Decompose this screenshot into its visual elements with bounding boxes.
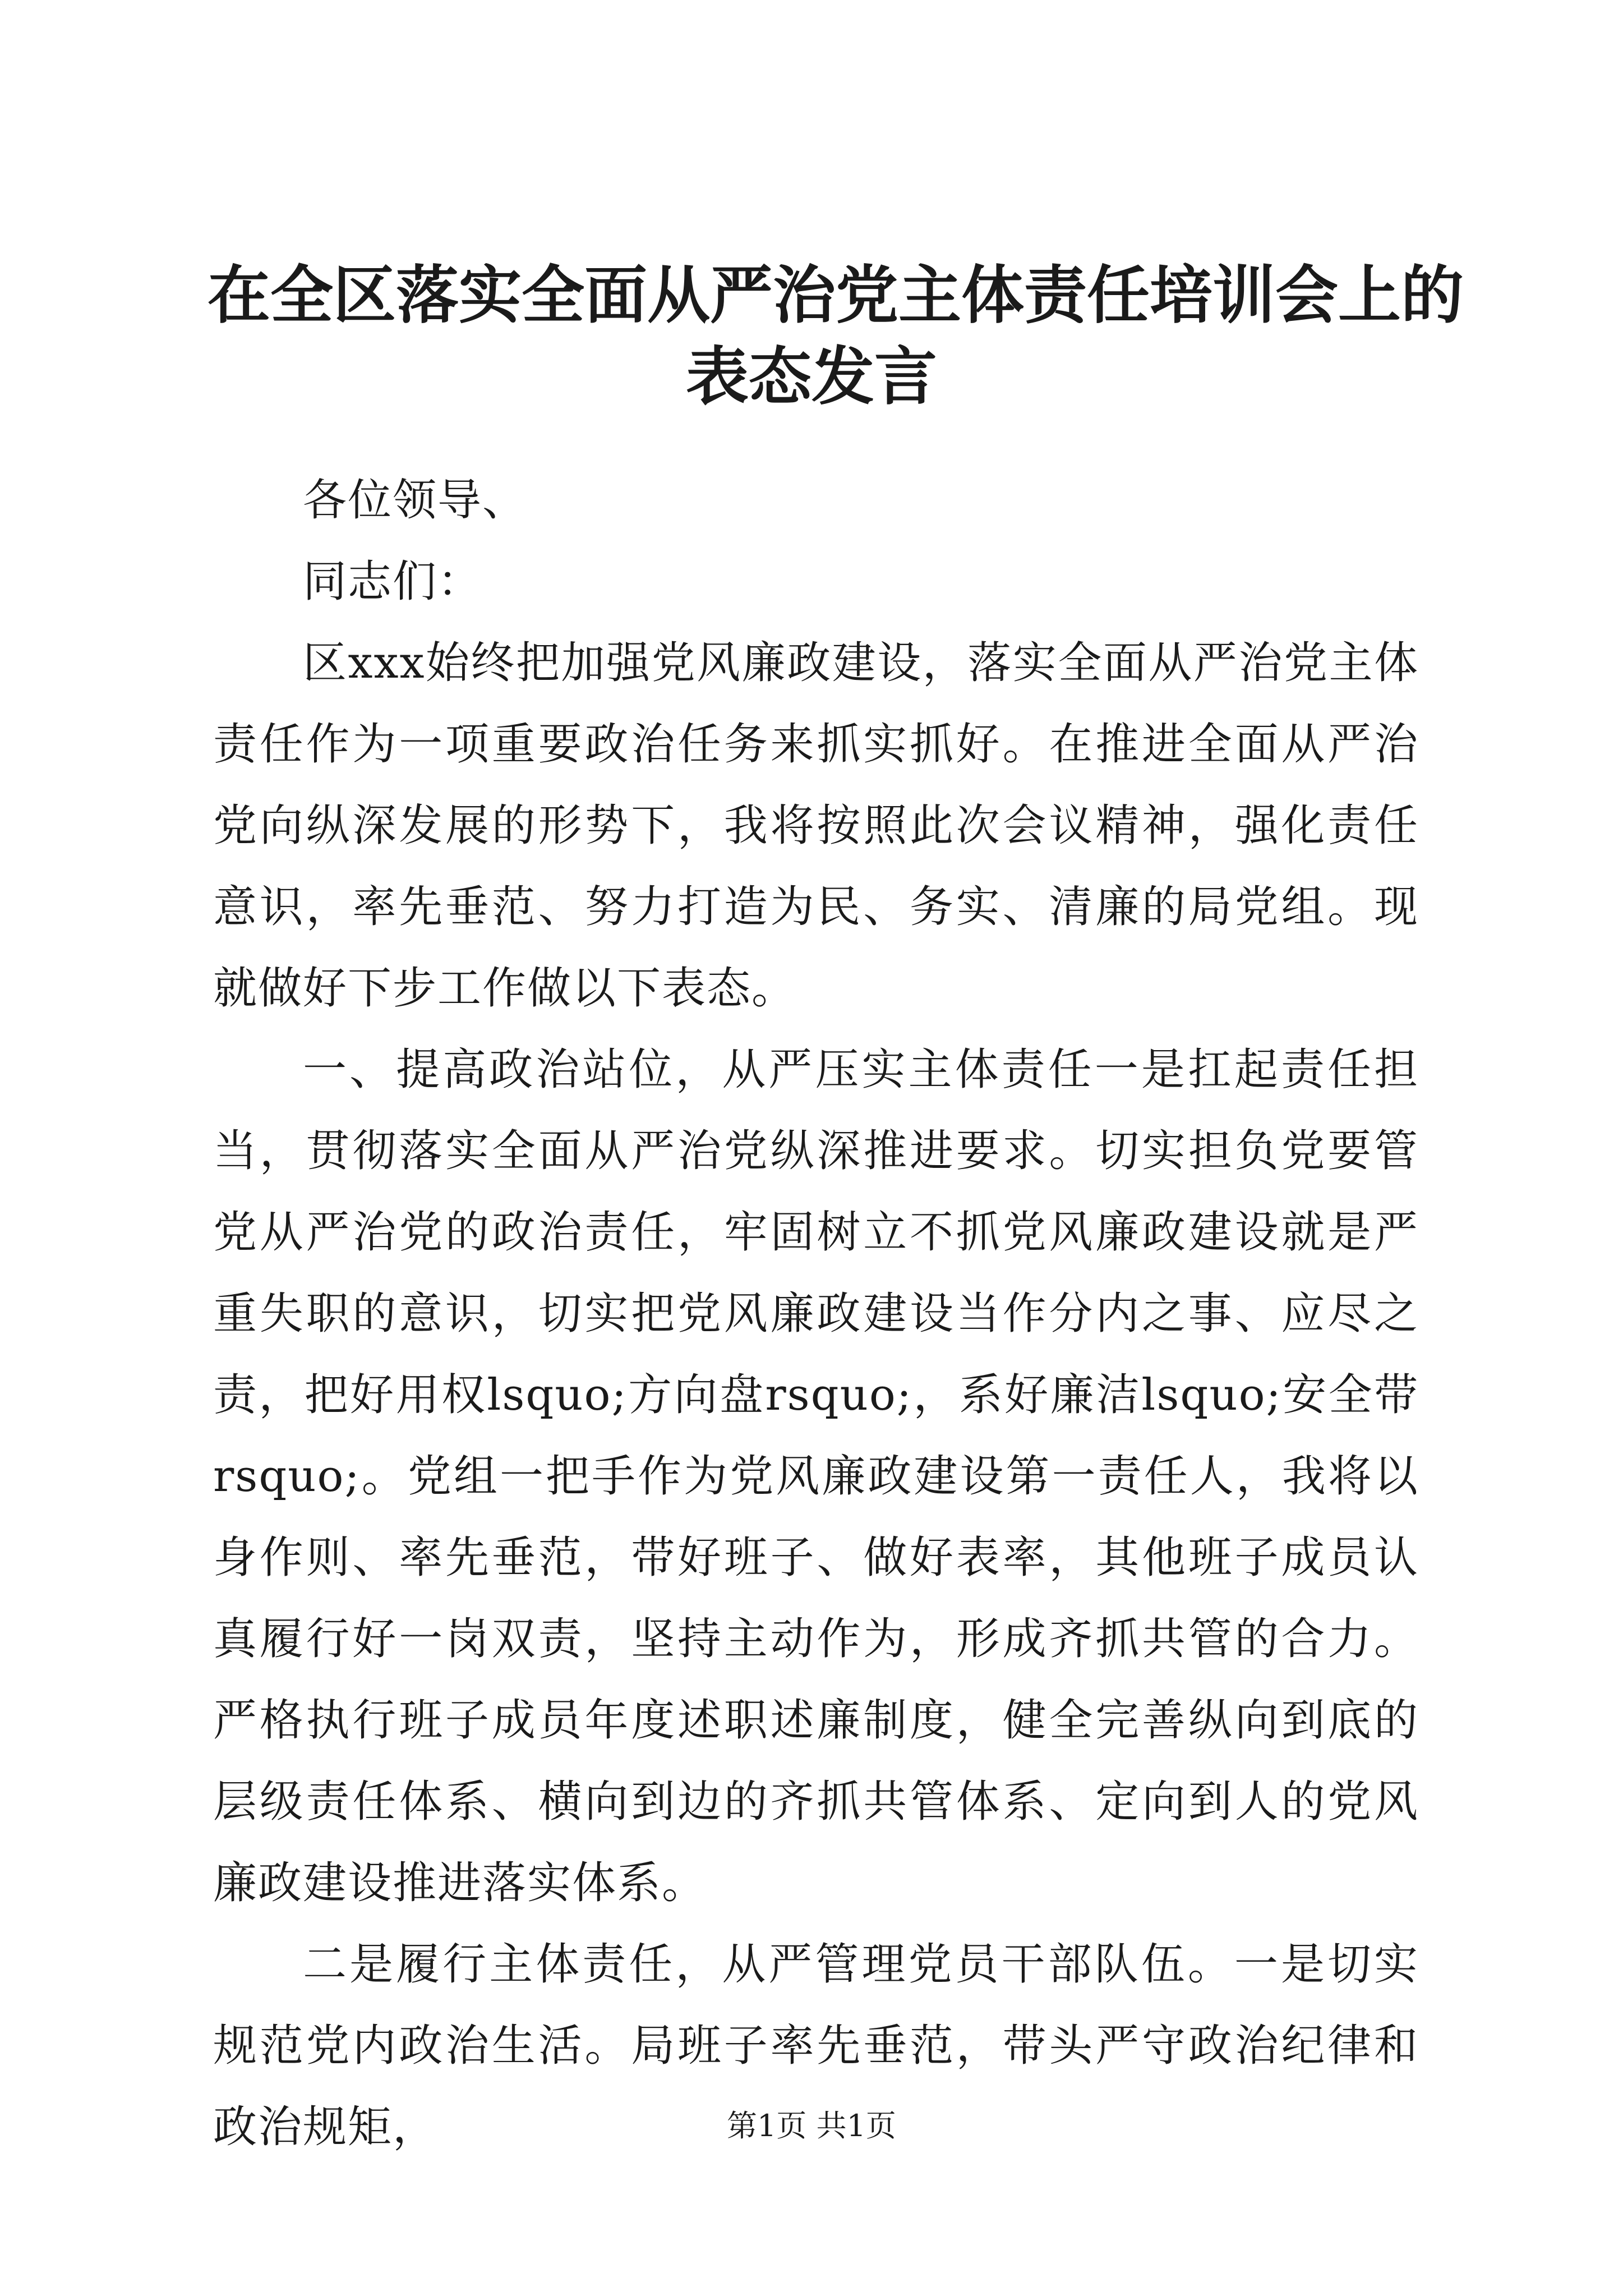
paragraph-intro: 区xxx始终把加强党风廉政建设，落实全面从严治党主体责任作为一项重要政治任务来抓实抓好。在推进全面从严治党向纵深发展的形势下，我将按照此次会议精神，强化责任意识，率先垂范、努力打造为民、务实、清廉的局党组。现就做好下步工作做以下表态。 <box>213 638 1419 1014</box>
document-title-line1: 在全区落实全面从严治党主体责任培训会上的 <box>208 259 1464 332</box>
paragraph-section-one: 一、提高政治站位，从严压实主体责任一是扛起责任担当，贯彻落实全面从严治党纵深推进要求。切实担负党要管党从严治党的政治责任，牢固树立不抓党风廉政建设就是严重失职的意识，切实把党风廉政建设当作分内之事、应尽之责，把好用权lsquo;方向盘rsquo;，系好廉洁lsquo;安全带rsquo;。党组一把手作为党风廉政建设第一责任人，我将以身作则、率先垂范，带好班子、做好表率，其他班子成员认真履行好一岗双责，坚持主动作为，形成齐抓共管的合力。严格执行班子成员年度述职述廉制度，健全完善纵向到底的层级责任体系、横向到边的齐抓共管体系、定向到人的党风廉政建设推进落实体系。 <box>213 1045 1419 1908</box>
salutation-leaders: 各位领导、 <box>303 475 528 526</box>
paragraph-section-two: 二是履行主体责任，从严管理党员干部队伍。一是切实规范党内政治生活。局班子率先垂范，带头严守政治纪律和政治规矩， <box>213 1939 1419 2152</box>
page-footer: 第1页 共1页 <box>727 2108 896 2143</box>
document-title-line2: 表态发言 <box>686 340 937 413</box>
salutation-comrades: 同志们： <box>303 556 483 607</box>
document-body <box>213 460 1419 2168</box>
